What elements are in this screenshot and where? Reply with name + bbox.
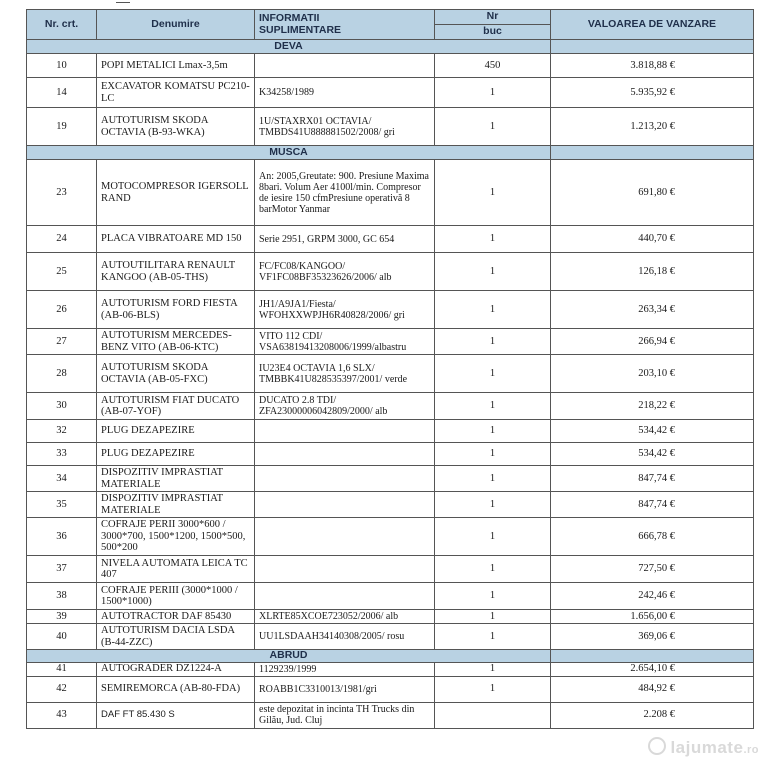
cell-nr: 38 [27,583,97,610]
cell-valoare: 484,92 € [551,676,754,702]
cell-valoare: 847,74 € [551,466,754,492]
cell-denumire: PLUG DEZAPEZIRE [97,443,255,466]
cell-buc: 1 [435,160,551,226]
cell-valoare: 1.656,00 € [551,610,754,624]
cell-info: XLRTE85XCOE723052/2006/ alb [255,610,435,624]
top-rule [26,0,186,9]
section-title: ABRUD [27,650,551,663]
table-row [27,610,754,624]
table-row [27,253,754,291]
header-informatii-line2: SUPLIMENTARE [259,23,342,36]
table-row [27,466,754,492]
sale-table [26,9,754,729]
cell-info: 1U/STAXRX01 OCTAVIA/ TMBDS41U888881502/2008/ gri [255,108,435,146]
cell-info: K34258/1989 [255,78,435,108]
cell-info: An: 2005,Greutate: 900. Presiune Maxima 8bari. Volum Aer 4100l/min. Compresor de iesire 150 cfmPresiune operativă 8 barMotor Yanmar [255,160,435,226]
cell-nr: 27 [27,329,97,355]
table-row [27,393,754,420]
watermark-brand: lajumate [670,738,744,757]
cell-buc: 1 [435,443,551,466]
cell-info [255,466,435,492]
section-row-abrud [27,650,754,663]
cell-denumire: DISPOZITIV IMPRASTIAT MATERIALE [97,492,255,518]
cell-buc: 450 [435,54,551,78]
cell-denumire: AUTOGRADER DZ1224-A [97,662,255,676]
cell-nr: 19 [27,108,97,146]
table-row [27,518,754,556]
cell-info [255,420,435,443]
cell-nr: 28 [27,355,97,393]
cell-info: UU1LSDAAH34140308/2005/ rosu [255,624,435,650]
cell-denumire: MOTOCOMPRESOR IGERSOLL RAND [97,160,255,226]
section-row-musca [27,146,754,160]
cell-denumire: NIVELA AUTOMATA LEICA TC 407 [97,556,255,583]
cell-nr: 42 [27,676,97,702]
cell-denumire: COFRAJE PERIII (3000*1000 / 1500*1000) [97,583,255,610]
cell-nr: 26 [27,291,97,329]
cell-info: 1129239/1999 [255,662,435,676]
watermark-tld: .ro [743,744,759,756]
site-watermark [648,737,759,758]
table-row [27,108,754,146]
cell-buc: 1 [435,556,551,583]
cell-nr: 30 [27,393,97,420]
cell-info: VITO 112 CDI/ VSA63819413208006/1999/albastru [255,329,435,355]
cell-buc [435,702,551,728]
cell-buc: 1 [435,253,551,291]
cell-valoare: 440,70 € [551,226,754,253]
cell-buc: 1 [435,329,551,355]
cell-nr: 37 [27,556,97,583]
cell-info: FC/FC08/KANGOO/ VF1FC08BF35323626/2006/ alb [255,253,435,291]
cell-buc: 1 [435,291,551,329]
cell-valoare: 847,74 € [551,492,754,518]
table-row [27,420,754,443]
cell-nr: 43 [27,702,97,728]
header-nr: Nr [435,10,551,25]
cell-denumire: DISPOZITIV IMPRASTIAT MATERIALE [97,466,255,492]
cell-denumire: AUTOUTILITARA RENAULT KANGOO (AB-05-THS) [97,253,255,291]
cell-info: IU23E4 OCTAVIA 1,6 SLX/ TMBBK41U828535397/2001/ verde [255,355,435,393]
section-title: MUSCA [27,146,551,160]
cell-info [255,556,435,583]
header-informatii-line1: INFORMATII [259,12,320,24]
cell-valoare: 242,46 € [551,583,754,610]
cell-valoare: 666,78 € [551,518,754,556]
cell-valoare: 203,10 € [551,355,754,393]
cell-buc: 1 [435,492,551,518]
cell-nr: 14 [27,78,97,108]
cell-buc: 1 [435,393,551,420]
table-row [27,702,754,728]
cell-valoare: 691,80 € [551,160,754,226]
cell-denumire: AUTOTURISM SKODA OCTAVIA (AB-05-FXC) [97,355,255,393]
cell-denumire: PLACA VIBRATOARE MD 150 [97,226,255,253]
section-title: DEVA [27,40,551,54]
header-row [27,10,754,25]
cell-nr: 24 [27,226,97,253]
table-row [27,78,754,108]
cell-info [255,54,435,78]
table-row [27,676,754,702]
cell-buc: 1 [435,78,551,108]
header-buc: buc [435,25,551,40]
cell-nr: 34 [27,466,97,492]
cell-info: ROABB1C3310013/1981/gri [255,676,435,702]
cell-buc: 1 [435,662,551,676]
table-row [27,662,754,676]
table-row [27,556,754,583]
cell-nr: 25 [27,253,97,291]
cell-buc: 1 [435,624,551,650]
watermark-logo-icon [648,737,666,755]
cell-nr: 35 [27,492,97,518]
table-row [27,355,754,393]
cell-buc: 1 [435,355,551,393]
cell-denumire: AUTOTURISM FORD FIESTA (AB-06-BLS) [97,291,255,329]
table-row [27,226,754,253]
cell-valoare: 3.818,88 € [551,54,754,78]
cell-info: JH1/A9JA1/Fiesta/ WFOHXXWPJH6R40828/2006/ gri [255,291,435,329]
table-row [27,329,754,355]
header-nr-crt: Nr. crt. [27,10,97,40]
cell-buc: 1 [435,676,551,702]
table-row [27,583,754,610]
cell-valoare: 5.935,92 € [551,78,754,108]
cell-info [255,518,435,556]
cell-nr: 10 [27,54,97,78]
cell-denumire: AUTOTURISM MERCEDES-BENZ VITO (AB-06-KTC) [97,329,255,355]
cell-valoare: 534,42 € [551,443,754,466]
cell-valoare: 727,50 € [551,556,754,583]
cell-denumire: POPI METALICI Lmax-3,5m [97,54,255,78]
section-empty [551,146,754,160]
cell-valoare: 534,42 € [551,420,754,443]
cell-nr: 32 [27,420,97,443]
cell-buc: 1 [435,583,551,610]
cell-denumire: AUTOTRACTOR DAF 85430 [97,610,255,624]
cell-valoare: 263,34 € [551,291,754,329]
table-row [27,443,754,466]
cell-valoare: 218,22 € [551,393,754,420]
cell-info [255,443,435,466]
cell-nr: 39 [27,610,97,624]
cell-denumire: EXCAVATOR KOMATSU PC210-LC [97,78,255,108]
cell-info: DUCATO 2.8 TDI/ ZFA23000006042809/2000/ alb [255,393,435,420]
cell-buc: 1 [435,420,551,443]
cell-info [255,583,435,610]
cell-denumire: AUTOTURISM FIAT DUCATO (AB-07-YOF) [97,393,255,420]
cell-nr: 40 [27,624,97,650]
cell-denumire: PLUG DEZAPEZIRE [97,420,255,443]
header-informatii [255,10,435,40]
cell-info: Serie 2951, GRPM 3000, GC 654 [255,226,435,253]
cell-buc: 1 [435,466,551,492]
cell-denumire: AUTOTURISM SKODA OCTAVIA (B-93-WKA) [97,108,255,146]
cell-denumire: DAF FT 85.430 S [97,702,255,728]
cell-nr: 41 [27,662,97,676]
table-row [27,54,754,78]
cell-nr: 33 [27,443,97,466]
cell-nr: 23 [27,160,97,226]
cell-denumire: COFRAJE PERII 3000*600 / 3000*700, 1500*1200, 1500*500, 500*200 [97,518,255,556]
cell-buc: 1 [435,518,551,556]
cell-valoare: 369,06 € [551,624,754,650]
cell-buc: 1 [435,108,551,146]
vehicle-sale-table-sheet [26,9,753,729]
cell-valoare: 266,94 € [551,329,754,355]
header-valoarea: VALOAREA DE VANZARE [551,10,754,40]
cell-buc: 1 [435,226,551,253]
cell-nr: 36 [27,518,97,556]
cell-valoare: 2.654,10 € [551,662,754,676]
table-row [27,291,754,329]
cell-buc: 1 [435,610,551,624]
table-row [27,624,754,650]
section-empty [551,40,754,54]
cell-valoare: 2.208 € [551,702,754,728]
table-row [27,492,754,518]
table-row [27,160,754,226]
cell-valoare: 1.213,20 € [551,108,754,146]
header-denumire: Denumire [97,10,255,40]
section-row-deva [27,40,754,54]
cell-denumire: AUTOTURISM DACIA LSDA (B-44-ZZC) [97,624,255,650]
cell-info: este depozitat in incinta TH Trucks din Gilău, Jud. Cluj [255,702,435,728]
section-empty [551,650,754,663]
cell-valoare: 126,18 € [551,253,754,291]
cell-info [255,492,435,518]
cell-denumire: SEMIREMORCA (AB-80-FDA) [97,676,255,702]
